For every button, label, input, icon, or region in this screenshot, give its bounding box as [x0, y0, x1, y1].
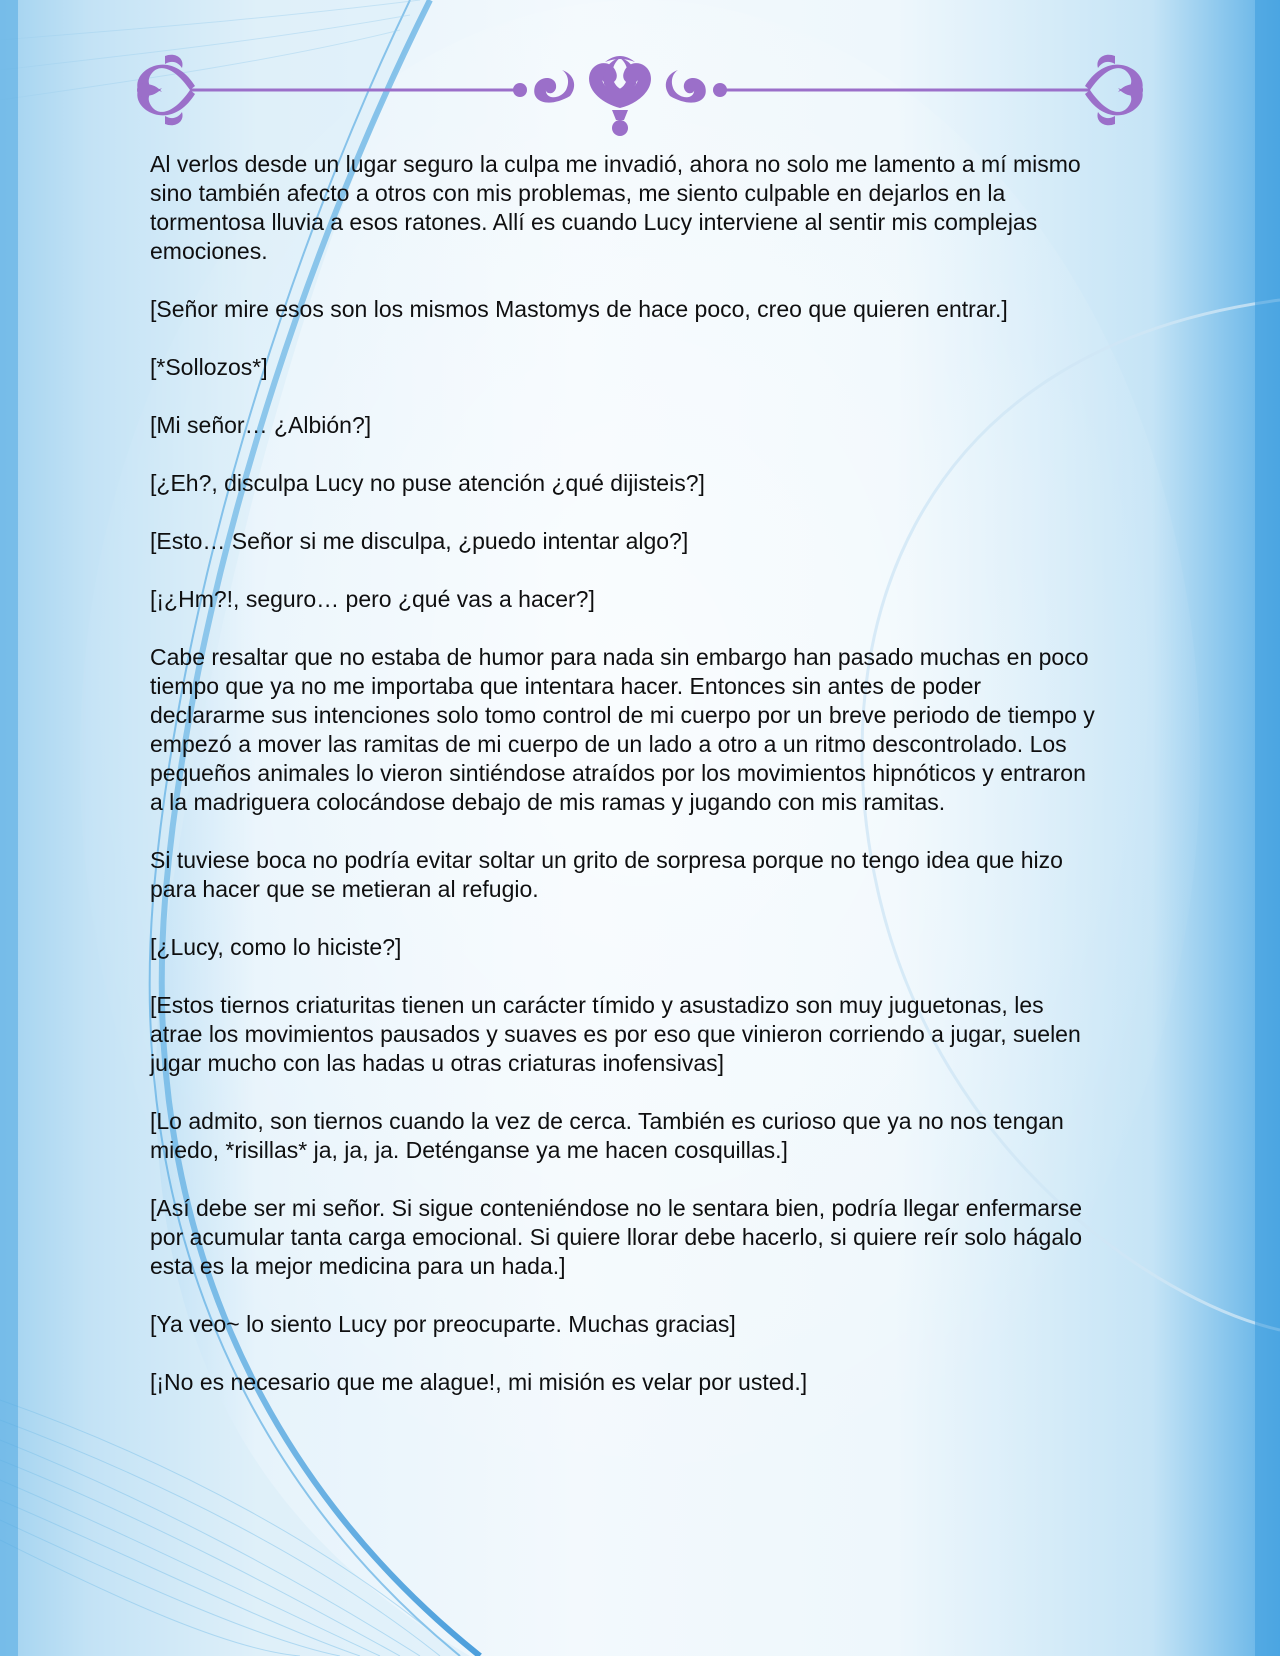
paragraph: [Así debe ser mi señor. Si sigue conteniéndose no le sentara bien, podría llegar enfermarse por acumular tanta carga emocional. Si quiere llorar debe hacerlo, si quiere reír solo hágalo esta es la mejor medicina para un hada.] [150, 1195, 1083, 1279]
paragraph: Cabe resaltar que no estaba de humor para nada sin embargo han pasado muchas en poco tiempo que ya no me importaba que intentara hacer. Entonces sin antes de poder declararme sus intenciones solo tomo control de mi cuerpo por un breve periodo de tiempo y empezó a mover las ramitas de mi cuerpo de un lado a otro a un ritmo descontrolado. Los pequeños animales lo vieron sintiéndose atraídos por los movimientos hipnóticos y entraron a la madriguera colocándose debajo de mis ramas y jugando con mis ramitas. [150, 644, 1095, 815]
paragraph: [¿Lucy, como lo hiciste?] [150, 934, 402, 960]
paragraph: [*Sollozos*] [150, 354, 268, 380]
paragraph: [¿Eh?, disculpa Lucy no puse atención ¿qué dijisteis?] [150, 470, 705, 496]
paragraph: [Mi señor… ¿Albión?] [150, 412, 372, 438]
paragraph: [Lo admito, son tiernos cuando la vez de cerca. También es curioso que ya no nos tengan miedo, *risillas* ja, ja, ja. Deténganse ya me hacen cosquillas.] [150, 1108, 1064, 1163]
paragraph: [Ya veo~ lo siento Lucy por preocuparte. Muchas gracias] [150, 1311, 736, 1337]
flourish-divider-icon [130, 48, 1150, 148]
paragraph: [Esto… Señor si me disculpa, ¿puedo intentar algo?] [150, 528, 689, 554]
paragraph: Al verlos desde un lugar seguro la culpa me invadió, ahora no solo me lamento a mí mismo sino también afecto a otros con mis problemas, me siento culpable en dejarlos en la tormentosa lluvia a esos ratones. Allí es cuando Lucy interviene al sentir mis complejas emociones. [150, 151, 1081, 264]
paragraph: Si tuviese boca no podría evitar soltar un grito de sorpresa porque no tengo idea que hizo para hacer que se metieran al refugio. [150, 847, 1063, 902]
paragraph: [¡No es necesario que me alague!, mi misión es velar por usted.] [150, 1369, 808, 1395]
paragraph: [¡¿Hm?!, seguro… pero ¿qué vas a hacer?] [150, 586, 595, 612]
paragraph: [Estos tiernos criaturitas tienen un carácter tímido y asustadizo son muy juguetonas, les atrae los movimientos pausados y suaves es por eso que vinieron corriendo a jugar, suelen jugar mucho con las hadas u otras criaturas inofensivas] [150, 992, 1081, 1076]
document-body [150, 150, 1100, 1426]
paragraph: [Señor mire esos son los mismos Mastomys de hace poco, creo que quieren entrar.] [150, 296, 1008, 322]
